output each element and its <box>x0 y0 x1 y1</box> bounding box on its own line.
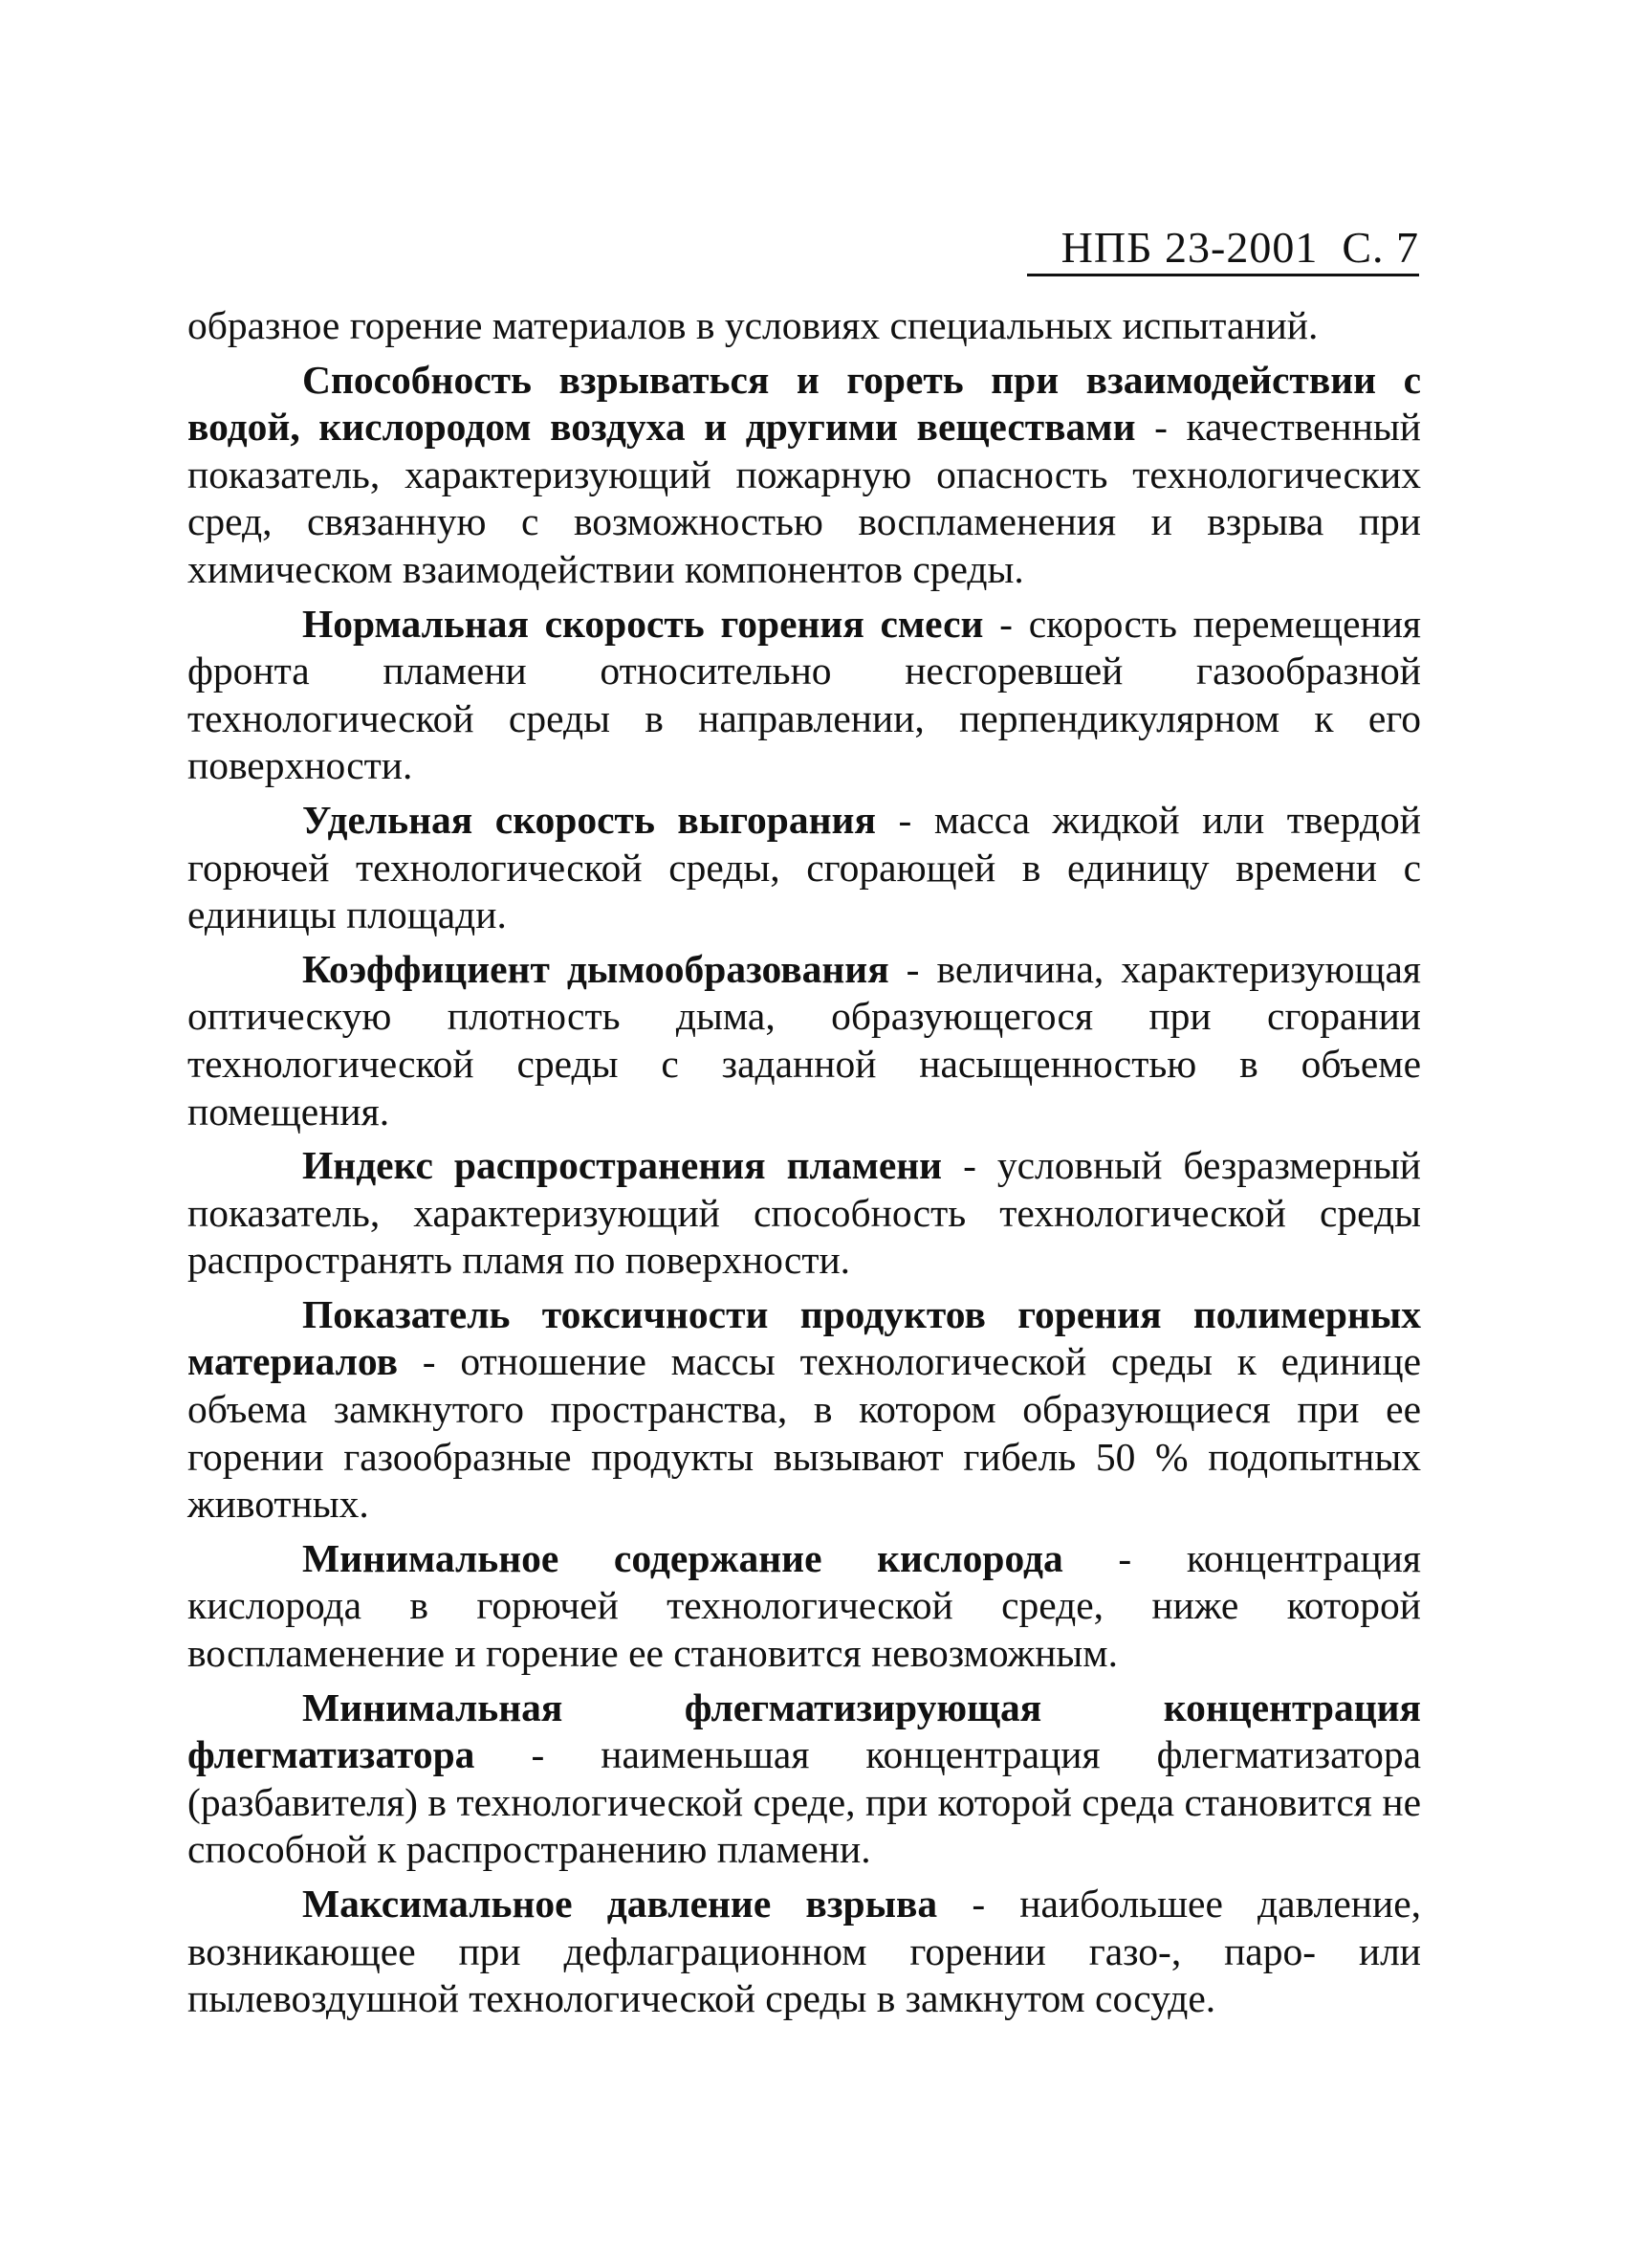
definition-term: Минимальная флегматизирующая концентрация флегматизатора <box>187 1684 1421 1777</box>
definition-paragraph <box>187 1535 1421 1678</box>
document-body <box>187 302 1421 2023</box>
definition-text: - качественный показатель, характеризующий пожарную опасность технологических сред, связанную с возможностью воспламенения и взрыва при химическом взаимодействии компонентов среды. <box>187 405 1422 591</box>
definition-text: - отношение массы технологической среды к единице объема замкнутого пространства, в котором образующиеся при ее горении газообразные продукты вызывают гибель 50 % подопытных животных. <box>187 1339 1421 1527</box>
definition-paragraph <box>187 357 1421 594</box>
definition-term: Индекс распространения пламени <box>302 1143 943 1188</box>
definition-text: - наибольшее давление, возникающее при дефлаграционном горении газо-, паро- или пылевоздушной технологической среды в замкнутом сосуде. <box>187 1882 1421 2021</box>
definition-paragraph <box>187 1684 1421 1874</box>
page-number: С. 7 <box>1342 223 1419 272</box>
page-header <box>1027 222 1419 276</box>
definition-term: Коэффициент дымообразования <box>302 946 889 991</box>
definition-term: Показатель токсичности продуктов горения полимерных материалов <box>187 1291 1421 1384</box>
paragraph-continuation <box>187 302 1421 350</box>
definition-paragraph <box>187 1142 1421 1285</box>
document-code: НПБ 23-2001 <box>1061 223 1319 272</box>
definition-paragraph <box>187 946 1421 1135</box>
definition-term: Минимальное содержание кислорода <box>302 1535 1063 1580</box>
definition-term: Максимальное давление взрыва <box>302 1882 938 1926</box>
definition-term: Удельная скорость выгорания <box>302 797 876 842</box>
definition-paragraph <box>187 1881 1421 2023</box>
definition-text: - скорость перемещения фронта пламени относительно несгоревшей газообразной технологической среды в направлении, перпендикулярном к его поверхности. <box>187 601 1421 788</box>
definition-text: - условный безразмерный показатель, характеризующий способность технологической среды распространять пламя по поверхности. <box>187 1143 1421 1283</box>
paragraph-text: образное горение материалов в условиях специальных испытаний. <box>187 303 1319 347</box>
definition-paragraph <box>187 1291 1421 1529</box>
definition-paragraph <box>187 601 1421 790</box>
definition-text: - наименьшая концентрация флегматизатора (разбавителя) в технологической среде, при которой среда становится не способной к распространению пламени. <box>187 1732 1421 1872</box>
definition-text: - масса жидкой или твердой горючей технологической среды, сгорающей в единицу времени с единицы площади. <box>187 797 1421 937</box>
definition-text: - величина, характеризующая оптическую плотность дыма, образующегося при сгорании технологической среды с заданной насыщенностью в объеме помещения. <box>187 946 1421 1134</box>
definition-term: Нормальная скорость горения смеси <box>302 601 984 646</box>
definition-paragraph <box>187 797 1421 939</box>
definition-term: Способность взрываться и гореть при взаимодействии с водой, кислородом воздуха и другими веществами <box>187 357 1421 450</box>
definition-text: - концентрация кислорода в горючей технологической среде, ниже которой воспламенение и горение ее становится невозможным. <box>187 1535 1421 1676</box>
